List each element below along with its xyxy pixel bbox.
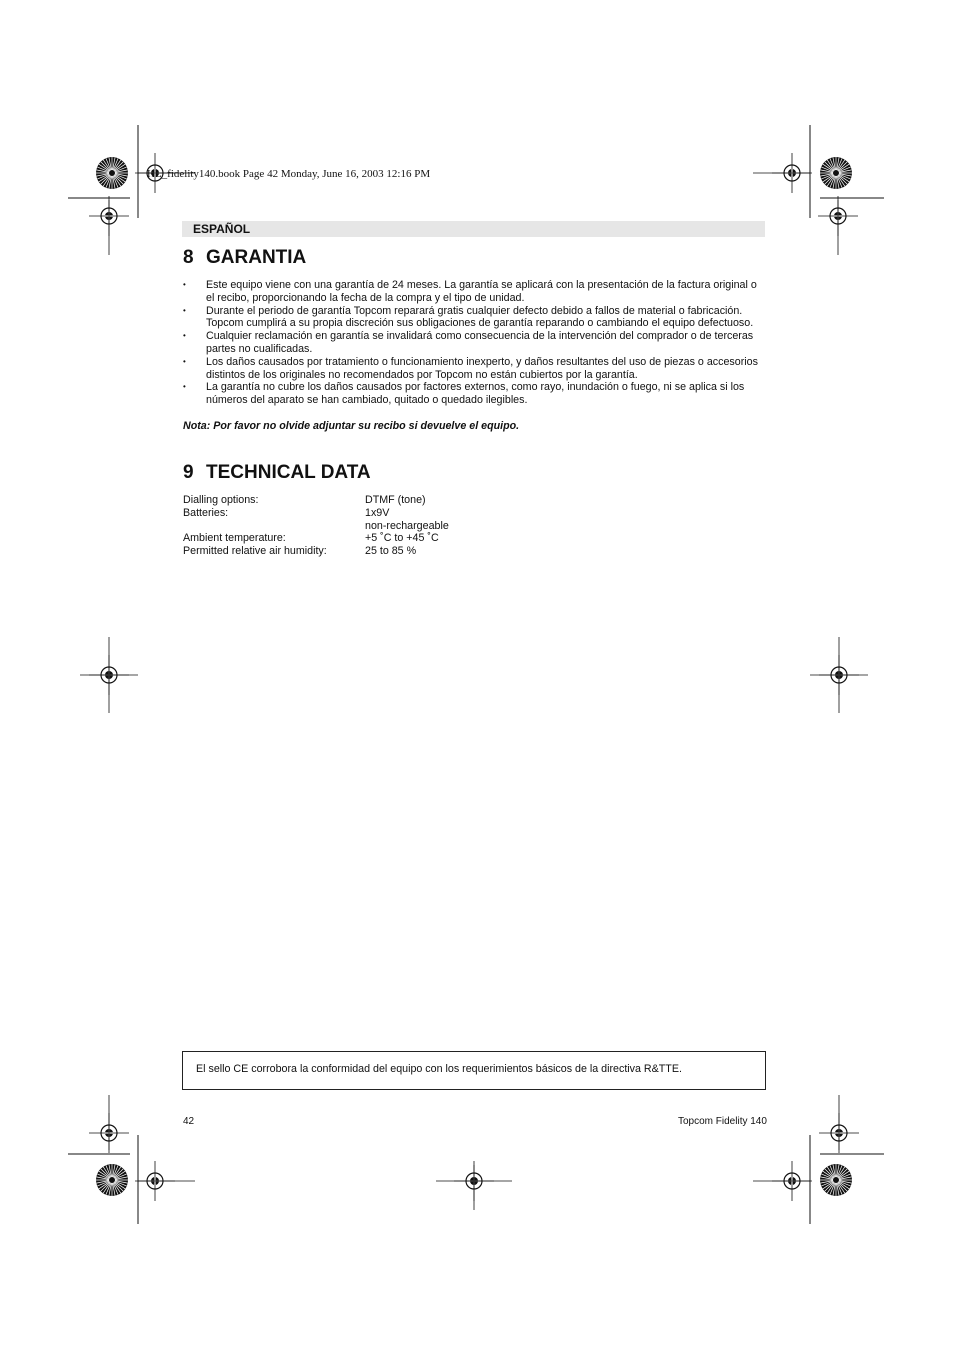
spec-label: Ambient temperature: [183,532,286,545]
book-header-line: HL_fidelity140.book Page 42 Monday, June 16, 2003 12:16 PM [147,168,431,180]
section-heading-garantia [183,247,306,269]
warranty-bullet-list [183,279,767,407]
section-title: GARANTIA [206,247,307,268]
section-title: TECHNICAL DATA [206,462,371,483]
list-item: • Durante el periodo de garantía Topcom reparará gratis cualquier defecto debido a fallos de material o fabricación. Topcom cumplirá a su propia discreción sus obligaciones de garantía reparando o cambiando el equipo defectuoso. [183,305,767,331]
table-row [183,494,449,507]
table-row [183,532,449,545]
page-number: 42 [183,1116,195,1127]
language-label: ESPAÑOL [193,222,251,236]
spec-label: Dialling options: [183,494,259,506]
list-item: • Cualquier reclamación en garantía se invalidará como consecuencia de la intervención del comprador o de terceras partes no cualificadas. [183,330,767,356]
spec-label: Batteries: [183,506,229,519]
section-heading-technical-data [183,462,371,484]
table-row [183,507,449,520]
language-bar [182,221,765,237]
spec-value: DTMF (tone) [365,494,426,506]
section-number: 9 [183,462,194,483]
warranty-note: Nota: Por favor no olvide adjuntar su recibo si devuelve el equipo. [183,420,520,432]
section-number: 8 [183,247,194,268]
technical-data-table [183,494,449,558]
list-item: • La garantía no cubre los daños causados por factores externos, como rayo, inundación o fuego, ni se aplica si los números del aparato se han cambiado, quitado o quedado ilegibles. [183,381,767,407]
ce-notice-text: El sello CE corrobora la conformidad del equipo con los requerimientos básicos de la directiva R&TTE. [196,1063,682,1075]
spec-value: non-rechargeable [365,519,449,532]
spec-label: Permitted relative air humidity: [183,545,327,558]
ce-notice-box [182,1051,766,1090]
spec-value: 1x9V [365,506,390,519]
table-row [183,545,449,558]
list-item: • Los daños causados por tratamiento o funcionamiento inexperto, y daños resultantes del uso de piezas o accesorios distintos de los originales no recomendados por Topcom no están cubiertos por la garantía. [183,356,767,382]
spec-label [183,520,365,533]
list-item: • Este equipo viene con una garantía de 24 meses. La garantía se aplicará con la presentación de la factura original o el recibo, proporcionando la fecha de la compra y el tipo de unidad. [183,279,767,305]
footer-product-name: Topcom Fidelity 140 [678,1116,767,1127]
spec-value: +5 ˚C to +45 ˚C [365,532,439,545]
table-row [183,520,449,533]
spec-value: 25 to 85 % [365,545,417,558]
